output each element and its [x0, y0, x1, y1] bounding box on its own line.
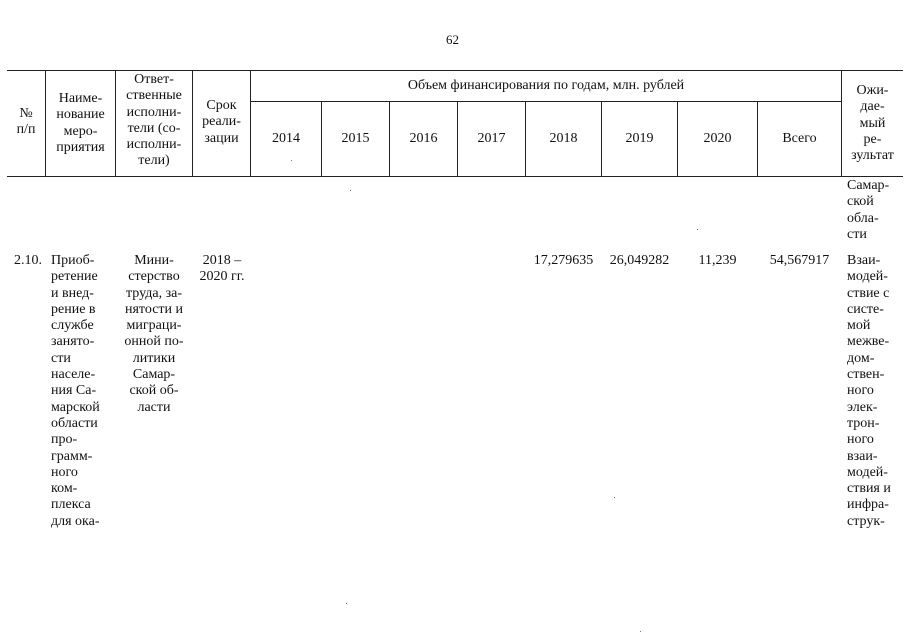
- page-number: 62: [446, 32, 459, 47]
- row-result: Взаи- модей- ствие с систе- мой межве- дом- ствен- ного элек- трон- ного взаи- модей- ствия и инфра- струк-: [847, 253, 891, 529]
- header-year-2017: 2017: [477, 131, 506, 146]
- header-bottom-border: [7, 176, 903, 177]
- header-year-2015: 2015: [341, 131, 370, 146]
- header-col-name: Наиме- нование меро- приятия: [56, 91, 105, 155]
- row-value-2018: 17,279635: [533, 253, 594, 268]
- scan-speck: [291, 160, 292, 161]
- header-col-result: Ожи- дае- мый ре- зультат: [851, 83, 894, 164]
- scan-speck: [640, 631, 641, 632]
- header-financing: Объем финансирования по годам, млн. рублей: [407, 78, 685, 93]
- row-term: 2018 – 2020 гг.: [199, 253, 245, 285]
- scan-speck: [697, 229, 698, 230]
- header-col-number: № п/п: [16, 106, 36, 138]
- row-name: Приоб- ретение и внед- рение в службе занято- сти населе- ния Са- марской области про- грамм- ного ком- плекса для ока-: [51, 253, 100, 529]
- header-year-2018: 2018: [549, 131, 578, 146]
- row-value-2019: 26,049282: [609, 253, 670, 268]
- scan-speck: [614, 497, 615, 498]
- header-year-2016: 2016: [409, 131, 438, 146]
- header-total: Всего: [782, 131, 817, 146]
- continuation-result: Самар- ской обла- сти: [847, 178, 890, 242]
- header-col-responsible: Ответ- ственные исполни- тели (со- исполни- тели): [126, 72, 182, 169]
- row-number: 2.10.: [14, 253, 42, 268]
- header-year-2020: 2020: [703, 131, 732, 146]
- row-value-total: 54,567917: [769, 253, 830, 268]
- header-col-term: Срок реали- зации: [202, 98, 241, 146]
- row-responsible: Мини- стерство труда, за- нятости и миграци- онной по- литики Самар- ской об- ласти: [124, 253, 184, 415]
- scan-speck: [350, 190, 351, 191]
- scan-speck: [346, 603, 347, 604]
- row-value-2020: 11,239: [698, 253, 737, 268]
- financing-header-divider: [250, 101, 841, 102]
- header-year-2019: 2019: [625, 131, 654, 146]
- header-year-2014: 2014: [272, 131, 300, 146]
- table-top-border: [7, 70, 903, 71]
